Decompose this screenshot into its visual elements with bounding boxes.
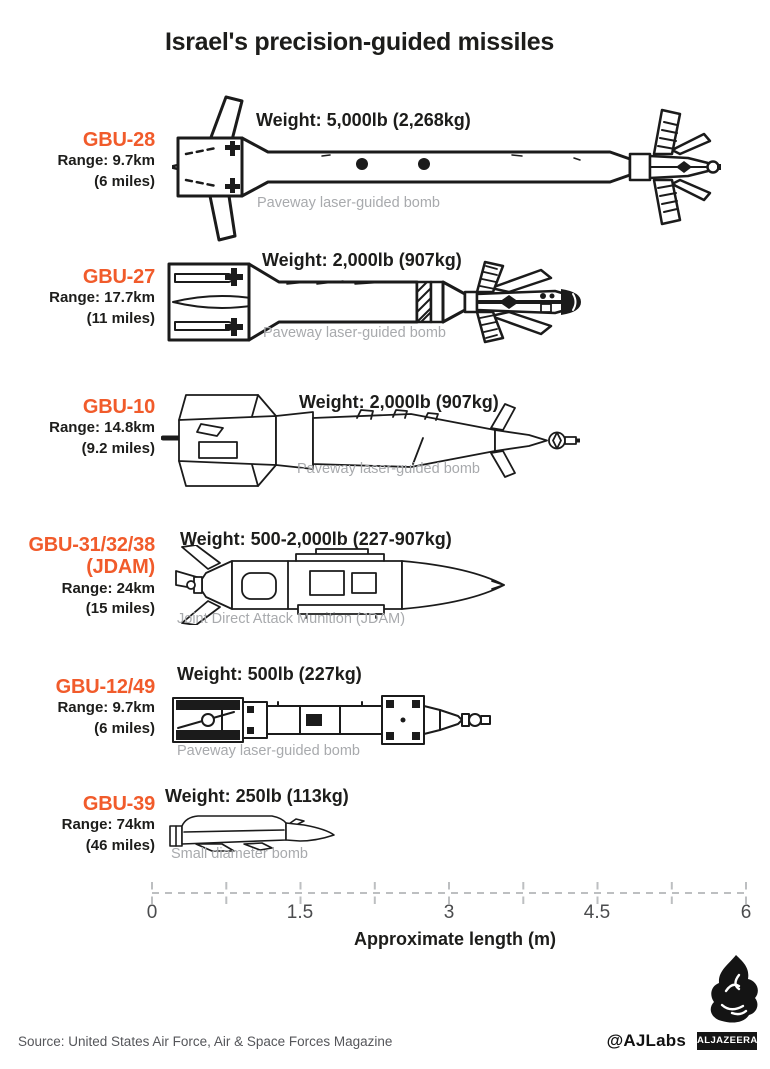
missile-range-miles: (15 miles) [85, 600, 155, 618]
missile-caption: Paveway laser-guided bomb [257, 195, 440, 211]
missile-range-miles: (6 miles) [94, 719, 155, 737]
missile-name: GBU-27 [82, 266, 155, 288]
missile-range: Range: 17.7km [49, 289, 155, 307]
missile-range: Range: 14.8km [49, 419, 155, 437]
axis-title: Approximate length (m) [353, 929, 556, 949]
missile-label-jdam [0, 534, 155, 620]
missile-caption: Paveway laser-guided bomb [263, 325, 446, 341]
source-text: Source: United States Air Force, Air & Space Forces Magazine [18, 1034, 393, 1049]
axis-tick-4-5: 4.5 [583, 902, 611, 923]
axis-tick-6: 6 [740, 902, 752, 923]
missile-label-gbu-28 [0, 129, 155, 192]
missile-weight: Weight: 5,000lb (2,268kg) [256, 110, 471, 130]
missile-range: Range: 74km [61, 816, 155, 834]
ajlabs-handle: @AJLabs [606, 1031, 686, 1050]
missile-name: GBU-12/49 [55, 676, 155, 698]
aljazeera-logo-icon [702, 953, 758, 1025]
missile-caption: Paveway laser-guided bomb [177, 743, 360, 759]
missile-name: GBU-10 [82, 396, 155, 418]
missile-label-gbu-12-49 [0, 676, 155, 739]
axis-tick-1-5: 1.5 [286, 902, 314, 923]
gbu-12-49-illustration [172, 692, 494, 748]
missile-weight: Weight: 2,000lb (907kg) [299, 392, 499, 412]
aljazeera-badge: ALJAZEERA [697, 1032, 757, 1050]
page-title: Israel's precision-guided missiles [165, 28, 554, 56]
gbu-28-illustration [172, 94, 722, 244]
missile-label-gbu-10 [0, 396, 155, 459]
missile-range: Range: 24km [61, 579, 155, 597]
missile-range: Range: 9.7km [57, 152, 155, 170]
axis-tick-3: 3 [443, 902, 455, 923]
missile-label-gbu-27 [0, 266, 155, 329]
missile-caption: Paveway laser-guided bomb [297, 461, 480, 477]
missile-caption: Small diameter bomb [171, 846, 308, 862]
missile-range-miles: (9.2 miles) [81, 439, 155, 457]
missile-range-miles: (46 miles) [85, 836, 155, 854]
missile-range-miles: (11 miles) [86, 309, 155, 327]
missile-name: GBU-39 [82, 793, 155, 815]
missile-weight: Weight: 500-2,000lb (227-907kg) [180, 529, 452, 549]
missile-name: GBU-31/32/38 [28, 534, 155, 556]
missile-caption: Joint Direct Attack Munition (JDAM) [177, 611, 406, 627]
missile-weight: Weight: 2,000lb (907kg) [262, 250, 462, 270]
missile-weight: Weight: 500lb (227kg) [177, 664, 362, 684]
missile-range: Range: 9.7km [57, 699, 155, 717]
missile-range-miles: (6 miles) [94, 172, 155, 190]
missile-label-gbu-39 [0, 793, 155, 856]
missile-name: GBU-28 [82, 129, 155, 151]
missile-name-line2: (JDAM) [86, 556, 155, 579]
missile-weight: Weight: 250lb (113kg) [165, 786, 349, 806]
axis-tick-0: 0 [146, 902, 158, 923]
